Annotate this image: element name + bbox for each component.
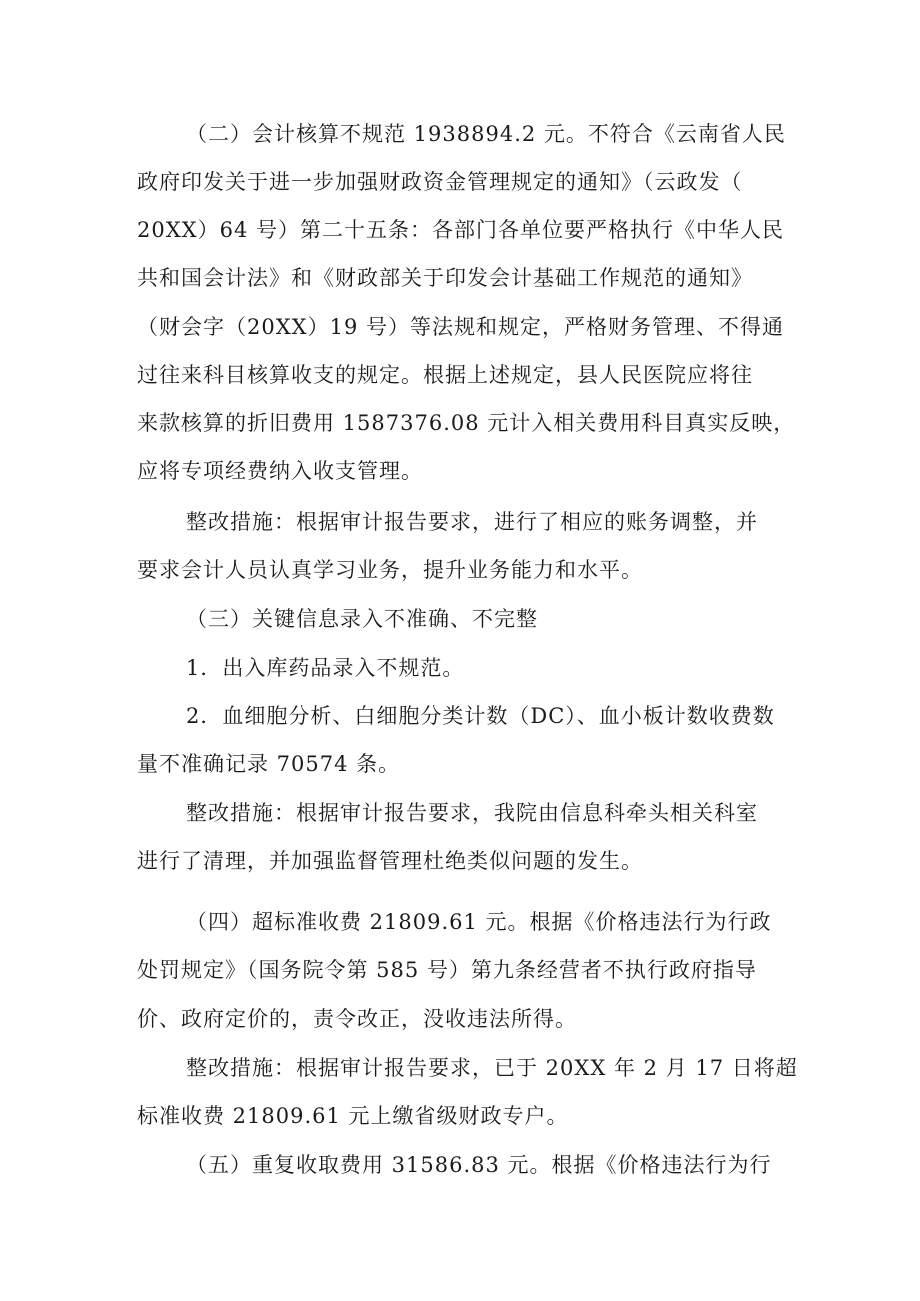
section-heading: （三）关键信息录入不准确、不完整 xyxy=(186,607,538,631)
paragraph-line: 处罚规定》（国务院令第 585 号）第九条经营者不执行政府指导 xyxy=(137,958,757,982)
paragraph-line: 量不准确记录 70574 条。 xyxy=(137,752,401,776)
paragraph-line: （二）会计核算不规范 1938894.2 元。不符合《云南省人民 xyxy=(186,122,786,146)
paragraph-line: 整改措施：根据审计报告要求，进行了相应的账务调整，并 xyxy=(186,510,758,534)
paragraph-line: 整改措施：根据审计报告要求，我院由信息科牵头相关科室 xyxy=(186,801,758,825)
paragraph-line: （财会字（20XX）19 号）等法规和规定，严格财务管理、不得通 xyxy=(137,315,785,339)
paragraph-line: （五）重复收取费用 31586.83 元。根据《价格违法行为行 xyxy=(186,1153,772,1177)
paragraph-line: 整改措施：根据审计报告要求，已于 20XX 年 2 月 17 日将超 xyxy=(186,1056,798,1080)
paragraph-line: （四）超标准收费 21809.61 元。根据《价格违法行为行政 xyxy=(186,910,772,934)
paragraph-line: 进行了清理，并加强监督管理杜绝类似问题的发生。 xyxy=(137,849,643,873)
paragraph-line: 应将专项经费纳入收支管理。 xyxy=(137,459,423,483)
list-item: 1．出入库药品录入不规范。 xyxy=(186,656,465,680)
paragraph-line: 过往来科目核算收支的规定。根据上述规定，县人民医院应将往 xyxy=(137,363,753,387)
paragraph-line: 来款核算的折旧费用 1587376.08 元计入相关费用科目真实反映， xyxy=(137,411,796,435)
paragraph-line: 20XX）64 号）第二十五条：各部门各单位要严格执行《中华人民 xyxy=(137,218,785,242)
paragraph-line: 政府印发关于进一步加强财政资金管理规定的通知》（云政发（ xyxy=(137,170,743,194)
paragraph-line: 共和国会计法》和《财政部关于印发会计基础工作规范的通知》 xyxy=(137,266,753,290)
list-item: 2．血细胞分析、白细胞分类计数（DC）、血小板计数收费数 xyxy=(186,704,775,728)
paragraph-line: 标准收费 21809.61 元上缴省级财政专户。 xyxy=(137,1104,569,1128)
paragraph-line: 要求会计人员认真学习业务，提升业务能力和水平。 xyxy=(137,558,643,582)
paragraph-line: 价、政府定价的，责令改正，没收违法所得。 xyxy=(137,1007,577,1031)
